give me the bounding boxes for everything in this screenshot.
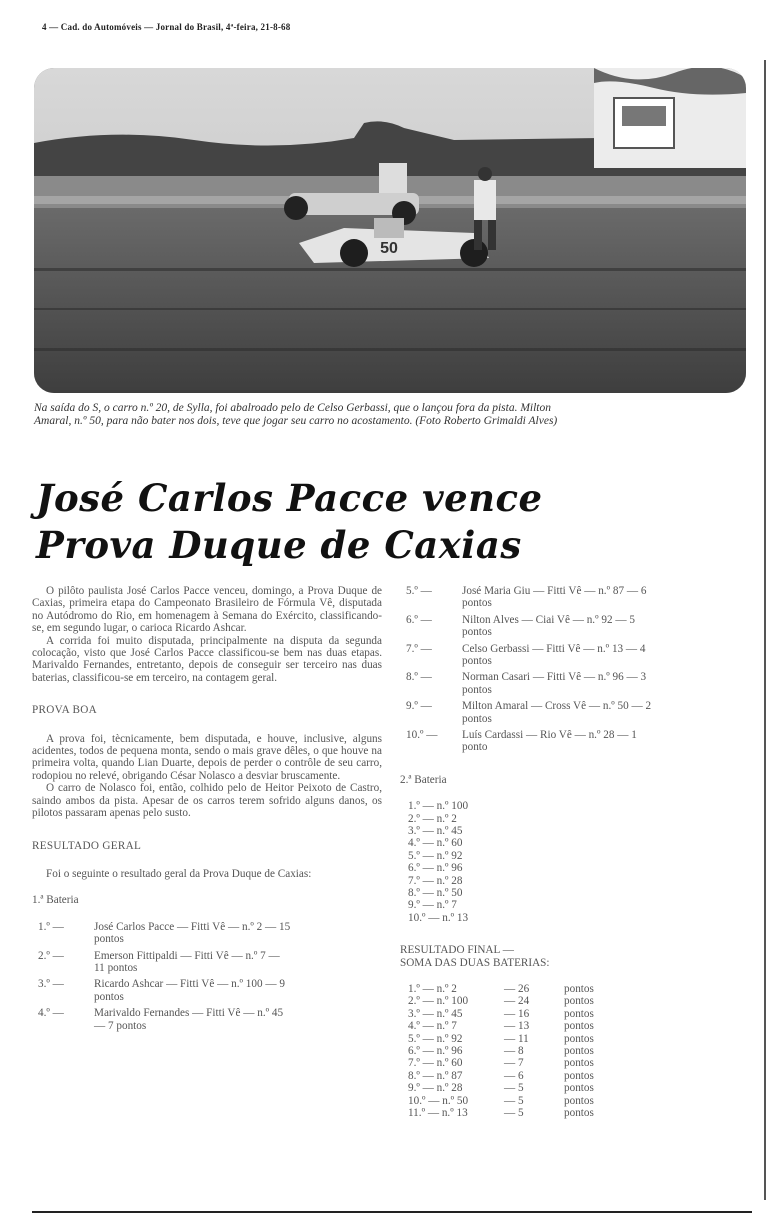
race-photo-illustration xyxy=(34,68,746,393)
list-item: 2.º — n.º 2 xyxy=(408,812,457,825)
list-item: 7.º — n.º 60 — 7 pontos xyxy=(408,1057,594,1070)
headline-line-2: Prova Duque de Caxias xyxy=(36,523,522,567)
list-item: 3.º — n.º 45 — 16 pontos xyxy=(408,1007,594,1020)
list-item: 3.º — n.º 45 xyxy=(408,825,463,838)
list-item: 10.º — n.º 13 xyxy=(408,911,469,924)
list-item: 6.º — n.º 96 xyxy=(408,862,463,875)
result-row: 5.º — José Maria Giu — Fitti Vê — n.º 87 — 6 pontos xyxy=(406,585,647,610)
final-result-list xyxy=(400,983,750,1119)
paragraph: O pilôto paulista José Carlos Pacce venceu, domingo, a Prova Duque de Caxias, primeira etapa do Campeonato Brasileiro de Fórmula Vê, disputada no Autódromo do Rio, em homenagem à Semana do Exército, classificando-se, em segundo lugar, o carioca Ricardo Ashcar. xyxy=(32,585,382,635)
bateria-2-list xyxy=(400,800,750,924)
section-heading: RESULTADO GERAL xyxy=(32,839,142,852)
list-item: 9.º — n.º 7 xyxy=(408,899,457,912)
list-item: 1.º — n.º 2 — 26 pontos xyxy=(408,983,594,995)
list-item: 4.º — n.º 60 xyxy=(408,837,463,850)
section-heading: PROVA BOA xyxy=(32,704,97,717)
list-item: 8.º — n.º 50 xyxy=(408,887,463,900)
race-photo xyxy=(34,68,746,393)
bateria-1-title: 1.ª Bateria xyxy=(32,894,79,907)
paragraph: O carro de Nolasco foi, então, colhido pelo de Heitor Peixoto de Castro, saindo ambos da pista. Apesar de os carros terem sofrido alguns danos, os pilotos passaram apenas pelo susto. xyxy=(32,782,382,820)
photo-caption: Na saída do S, o carro n.º 20, de Sylla, foi abalroado pelo de Celso Gerbassi, que o lançou fora da pista. Milton Amaral, n.º 50, para não bater nos dois, teve que jogar seu carro no acostamento. (Foto Roberto Grimaldi Alves) xyxy=(34,402,558,427)
list-item: 8.º — n.º 87 — 6 pontos xyxy=(408,1069,594,1082)
result-row: 4.º — Marivaldo Fernandes — Fitti Vê — n.º 45 — 7 pontos xyxy=(38,1007,284,1032)
result-row: 10.º — Luís Cardassi — Rio Vê — n.º 28 — 1 ponto xyxy=(406,729,637,754)
result-row: 8.º — Norman Casari — Fitti Vê — n.º 96 — 3 pontos xyxy=(406,671,647,696)
result-row: 3.º — Ricardo Ashcar — Fitti Vê — n.º 100 — 9 pontos xyxy=(38,978,285,1003)
list-item: 5.º — n.º 92 xyxy=(408,849,463,862)
list-item: 1.º — n.º 100 xyxy=(408,800,469,813)
headline xyxy=(36,475,656,569)
paragraph: A corrida foi muito disputada, principalmente na disputa da segunda colocação, visto que José Carlos Pacce classificou-se bem nas duas etapas. Marivaldo Fernandes, entretanto, depois de conseguir ser terceiro nas duas baterias, classificou-se em terceiro, na contagem geral. xyxy=(32,634,382,684)
paragraph: Foi o seguinte o resultado geral da Prova Duque de Caxias: xyxy=(46,867,312,880)
list-item: 7.º — n.º 28 xyxy=(408,874,463,887)
list-item: 9.º — n.º 28 — 5 pontos xyxy=(408,1082,594,1095)
article-column-left xyxy=(32,585,382,1036)
list-item: 2.º — n.º 100 — 24 pontos xyxy=(408,995,594,1008)
result-row: 1.º — José Carlos Pacce — Fitti Vê — n.º 2 — 15 pontos xyxy=(38,920,291,946)
result-row: 9.º — Milton Amaral — Cross Vê — n.º 50 — 2 pontos xyxy=(406,700,652,725)
result-row: 6.º — Nilton Alves — Ciai Vê — n.º 92 — 5 pontos xyxy=(406,613,635,639)
list-item: 10.º — n.º 50 — 5 pontos xyxy=(408,1094,594,1107)
bateria-2-title: 2.ª Bateria xyxy=(400,773,447,786)
article-column-right xyxy=(400,585,750,1119)
page-header: 4 — Cad. do Automóveis — Jornal do Brasil, 4ª-feira, 21-8-68 xyxy=(42,22,291,32)
svg-text:50: 50 xyxy=(380,240,398,257)
paragraph: A prova foi, tècnicamente, bem disputada, e houve, inclusive, alguns acidentes, todos de pequena monta, sendo o mais grave dêles, o que houve na primeira volta, quando Lian Duarte, depois de perder o contrôle de seu carro, rodopiou no relevé, obrigando César Nolasco a desviar bruscamente. xyxy=(32,732,382,782)
headline-line-1: José Carlos Pacce vence xyxy=(36,476,543,520)
list-item: 5.º — n.º 92 — 11 pontos xyxy=(408,1032,594,1045)
bottom-rule xyxy=(32,1211,752,1213)
list-item: 11.º — n.º 13 — 5 pontos xyxy=(408,1106,594,1119)
column-rule xyxy=(764,60,766,1200)
list-item: 6.º — n.º 96 — 8 pontos xyxy=(408,1044,594,1057)
result-row: 7.º — Celso Gerbassi — Fitti Vê — n.º 13 — 4 pontos xyxy=(406,642,646,668)
list-item: 4.º — n.º 7 — 13 pontos xyxy=(408,1020,594,1033)
final-result-title: RESULTADO FINAL — SOMA DAS DUAS BATERIAS: xyxy=(400,944,550,969)
result-row: 2.º — Emerson Fittipaldi — Fitti Vê — n.º 7 — 11 pontos xyxy=(38,949,280,974)
